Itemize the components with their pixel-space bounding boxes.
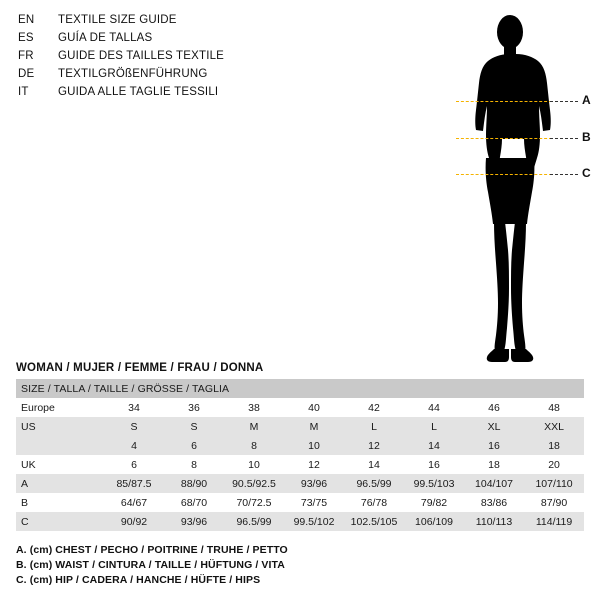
cell: S: [164, 417, 224, 436]
language-text-en: TEXTILE SIZE GUIDE: [58, 14, 177, 26]
language-row-fr: [18, 50, 318, 68]
language-row-de: [18, 68, 318, 86]
cell: 90.5/92.5: [224, 474, 284, 493]
cell: 10: [224, 455, 284, 474]
language-text-es: GUÍA DE TALLAS: [58, 32, 153, 44]
cell: 34: [104, 398, 164, 417]
cell: 18: [524, 436, 584, 455]
cell: 42: [344, 398, 404, 417]
cell: L: [404, 417, 464, 436]
cell: 44: [404, 398, 464, 417]
cell: 79/82: [404, 493, 464, 512]
table-header-row: [16, 379, 584, 398]
cell: 14: [404, 436, 464, 455]
figure-area: [430, 8, 590, 368]
cell: 48: [524, 398, 584, 417]
table-row: [16, 474, 584, 493]
cell: XL: [464, 417, 524, 436]
measure-label-b: B: [582, 130, 591, 144]
cell: 87/90: [524, 493, 584, 512]
language-text-de: TEXTILGRÖßENFÜHRUNG: [58, 68, 208, 80]
measure-label-c: C: [582, 166, 591, 180]
cell: 12: [344, 436, 404, 455]
cell: 8: [224, 436, 284, 455]
row-label-us-numeric: [16, 436, 104, 455]
note-a: A. (cm) CHEST / PECHO / POITRINE / TRUHE / PETTO: [16, 544, 288, 556]
table-row: [16, 493, 584, 512]
measure-tail-b: [550, 138, 578, 139]
language-code-it: IT: [18, 86, 29, 98]
cell: 4: [104, 436, 164, 455]
cell: 110/113: [464, 512, 524, 531]
cell: 102.5/105: [344, 512, 404, 531]
cell: 93/96: [284, 474, 344, 493]
language-row-en: [18, 14, 318, 32]
cell: 107/110: [524, 474, 584, 493]
cell: L: [344, 417, 404, 436]
row-label-c: C: [16, 512, 104, 531]
row-label-us: US: [16, 417, 104, 436]
language-code-en: EN: [18, 14, 35, 26]
row-label-europe: Europe: [16, 398, 104, 417]
measure-line-c-hip: [456, 174, 552, 175]
size-table: [16, 379, 584, 531]
measure-line-b-waist: [456, 138, 552, 139]
cell: 36: [164, 398, 224, 417]
note-c: C. (cm) HIP / CADERA / HANCHE / HÜFTE / HIPS: [16, 574, 261, 586]
measure-label-a: A: [582, 93, 591, 107]
cell: 10: [284, 436, 344, 455]
cell: 12: [284, 455, 344, 474]
cell: M: [284, 417, 344, 436]
language-code-es: ES: [18, 32, 34, 44]
language-header-block: [18, 14, 318, 104]
measure-tail-c: [550, 174, 578, 175]
cell: 6: [104, 455, 164, 474]
cell: 114/119: [524, 512, 584, 531]
cell: 93/96: [164, 512, 224, 531]
language-code-de: DE: [18, 68, 35, 80]
row-label-b: B: [16, 493, 104, 512]
cell: 38: [224, 398, 284, 417]
cell: 16: [404, 455, 464, 474]
measure-tail-a: [550, 101, 578, 102]
table-row: [16, 436, 584, 455]
cell: 99.5/102: [284, 512, 344, 531]
cell: 8: [164, 455, 224, 474]
language-row-es: [18, 32, 318, 50]
cell: 64/67: [104, 493, 164, 512]
cell: 73/75: [284, 493, 344, 512]
cell: 18: [464, 455, 524, 474]
table-header-label: SIZE / TALLA / TAILLE / GRÖSSE / TAGLIA: [16, 379, 584, 398]
cell: 76/78: [344, 493, 404, 512]
cell: 20: [524, 455, 584, 474]
cell: S: [104, 417, 164, 436]
table-row: [16, 417, 584, 436]
cell: 96.5/99: [344, 474, 404, 493]
language-row-it: [18, 86, 318, 104]
cell: 106/109: [404, 512, 464, 531]
table-row: [16, 512, 584, 531]
measure-line-a-chest: [456, 101, 552, 102]
female-body-silhouette-icon: [450, 8, 570, 368]
cell: 96.5/99: [224, 512, 284, 531]
note-b: B. (cm) WAIST / CINTURA / TAILLE / HÜFTUNG / VITA: [16, 559, 285, 571]
cell: 6: [164, 436, 224, 455]
cell: 40: [284, 398, 344, 417]
language-code-fr: FR: [18, 50, 34, 62]
table-caption: WOMAN / MUJER / FEMME / FRAU / DONNA: [16, 362, 264, 374]
cell: 70/72.5: [224, 493, 284, 512]
measurement-notes: [16, 543, 576, 588]
cell: 16: [464, 436, 524, 455]
row-label-uk: UK: [16, 455, 104, 474]
language-text-it: GUIDA ALLE TAGLIE TESSILI: [58, 86, 219, 98]
language-text-fr: GUIDE DES TAILLES TEXTILE: [58, 50, 225, 62]
cell: M: [224, 417, 284, 436]
table-row: [16, 455, 584, 474]
row-label-a: A: [16, 474, 104, 493]
cell: 14: [344, 455, 404, 474]
cell: 104/107: [464, 474, 524, 493]
cell: XXL: [524, 417, 584, 436]
cell: 68/70: [164, 493, 224, 512]
table-row: [16, 398, 584, 417]
cell: 83/86: [464, 493, 524, 512]
cell: 88/90: [164, 474, 224, 493]
cell: 85/87.5: [104, 474, 164, 493]
cell: 46: [464, 398, 524, 417]
size-table-section: [16, 362, 584, 531]
cell: 99.5/103: [404, 474, 464, 493]
cell: 90/92: [104, 512, 164, 531]
